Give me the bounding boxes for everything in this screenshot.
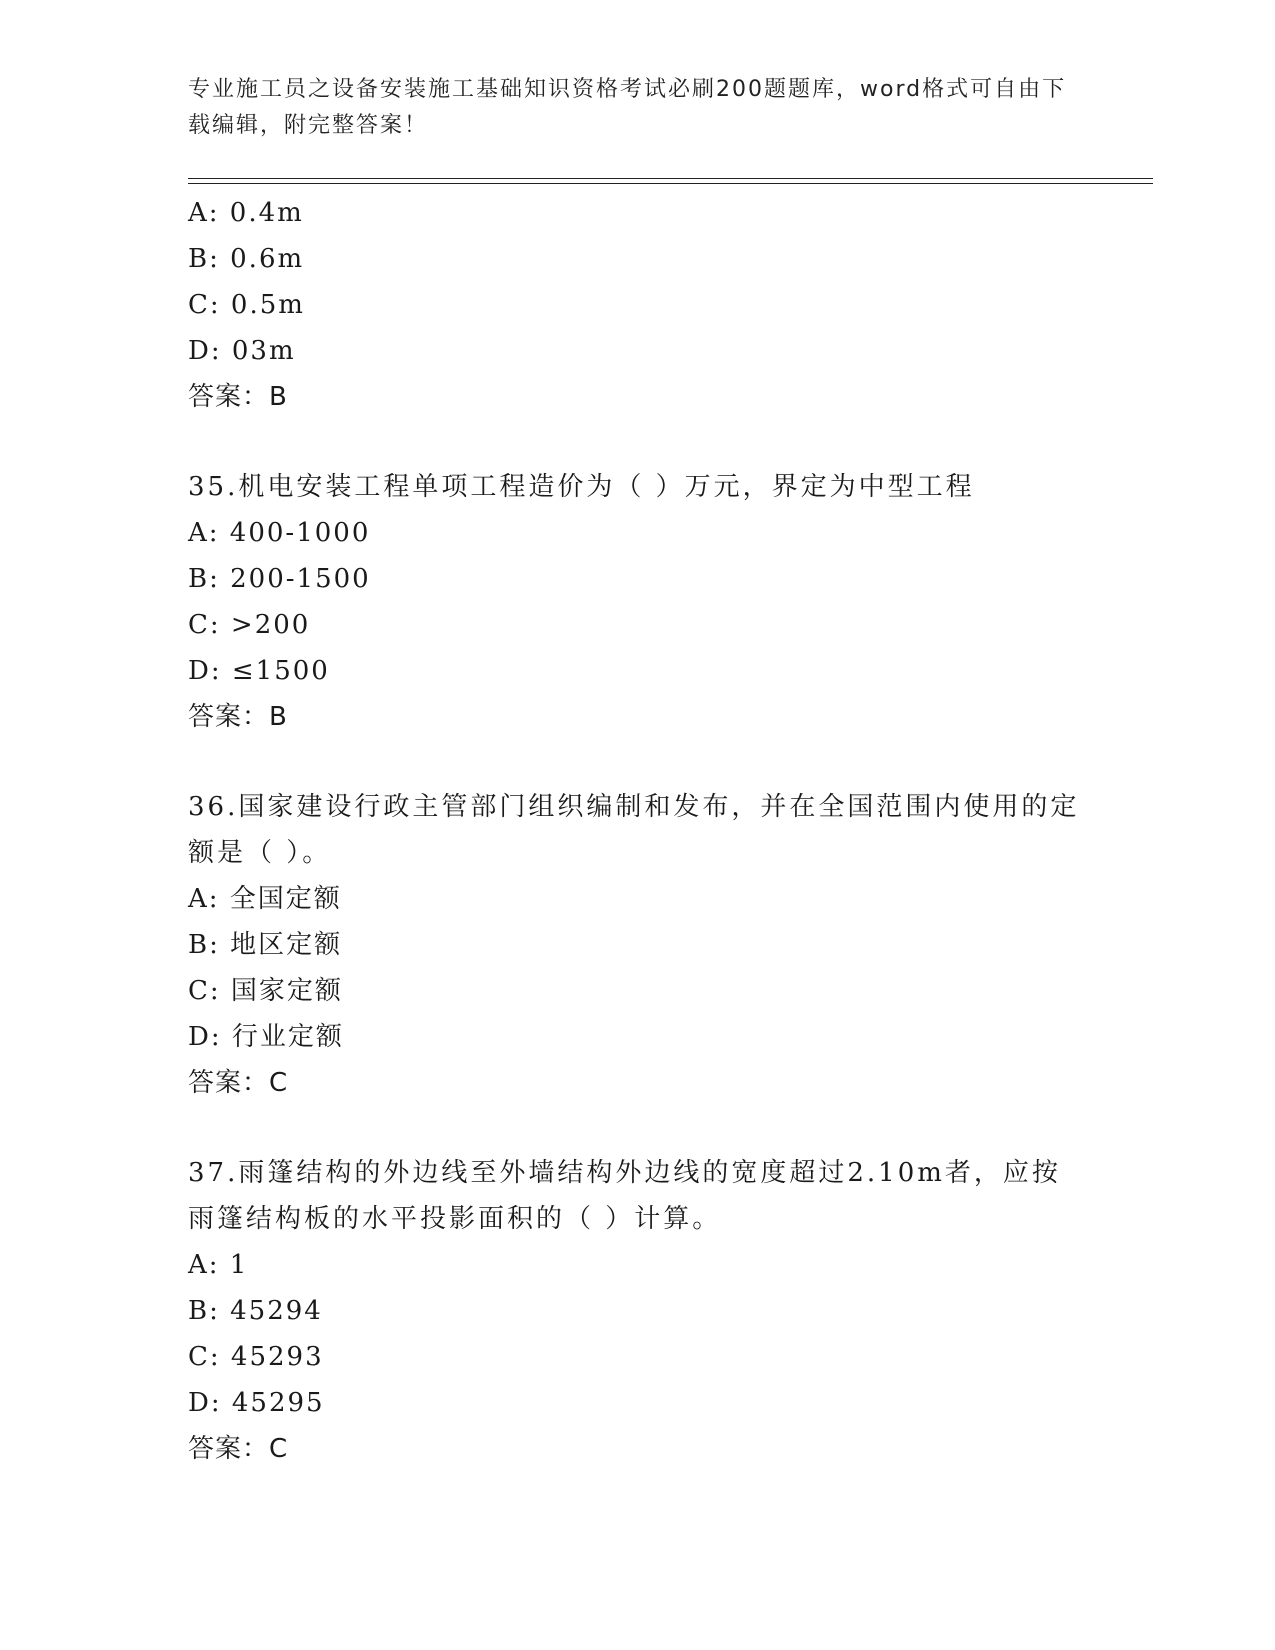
- question-35: [188, 464, 1088, 740]
- document-header: 专业施工员之设备安装施工基础知识资格考试必刷200题题库，word格式可自由下载编辑，附完整答案！: [188, 77, 1067, 138]
- option-b: B: 200-1500: [188, 564, 371, 594]
- answer-label: 答案：B: [188, 702, 288, 732]
- header-divider-top: [188, 178, 1153, 179]
- option-b: B: 地区定额: [188, 930, 343, 960]
- option-d: D: 45295: [188, 1388, 325, 1418]
- question-text: 36.国家建设行政主管部门组织编制和发布，并在全国范围内使用的定额是（ ）。: [188, 792, 1080, 868]
- question-text: 37.雨篷结构的外边线至外墙结构外边线的宽度超过2.10m者，应按雨篷结构板的水平投影面积的（ ）计算。: [188, 1158, 1061, 1234]
- question-34: [188, 190, 1088, 420]
- answer-label: 答案：C: [188, 1434, 289, 1464]
- answer-label: 答案：C: [188, 1068, 289, 1098]
- option-d: D: ≤1500: [188, 656, 330, 686]
- option-c: C: >200: [188, 610, 311, 640]
- option-d: D: 行业定额: [188, 1022, 344, 1052]
- option-b: B: 45294: [188, 1296, 323, 1326]
- question-text: 35.机电安装工程单项工程造价为（ ）万元，界定为中型工程: [188, 472, 975, 502]
- question-37: [188, 1150, 1088, 1472]
- option-c: C: 国家定额: [188, 976, 343, 1006]
- option-d: D: 03m: [188, 336, 296, 366]
- question-36: [188, 784, 1088, 1106]
- question-list: [188, 190, 1088, 1472]
- header-divider-bottom: [188, 183, 1153, 184]
- option-a: A: 1: [188, 1250, 249, 1280]
- option-c: C: 0.5m: [188, 290, 305, 320]
- option-a: A: 400-1000: [188, 518, 371, 548]
- option-c: C: 45293: [188, 1342, 324, 1372]
- answer-label: 答案：B: [188, 382, 288, 412]
- option-a: A: 全国定额: [188, 884, 342, 914]
- option-a: A: 0.4m: [188, 198, 304, 228]
- option-b: B: 0.6m: [188, 244, 305, 274]
